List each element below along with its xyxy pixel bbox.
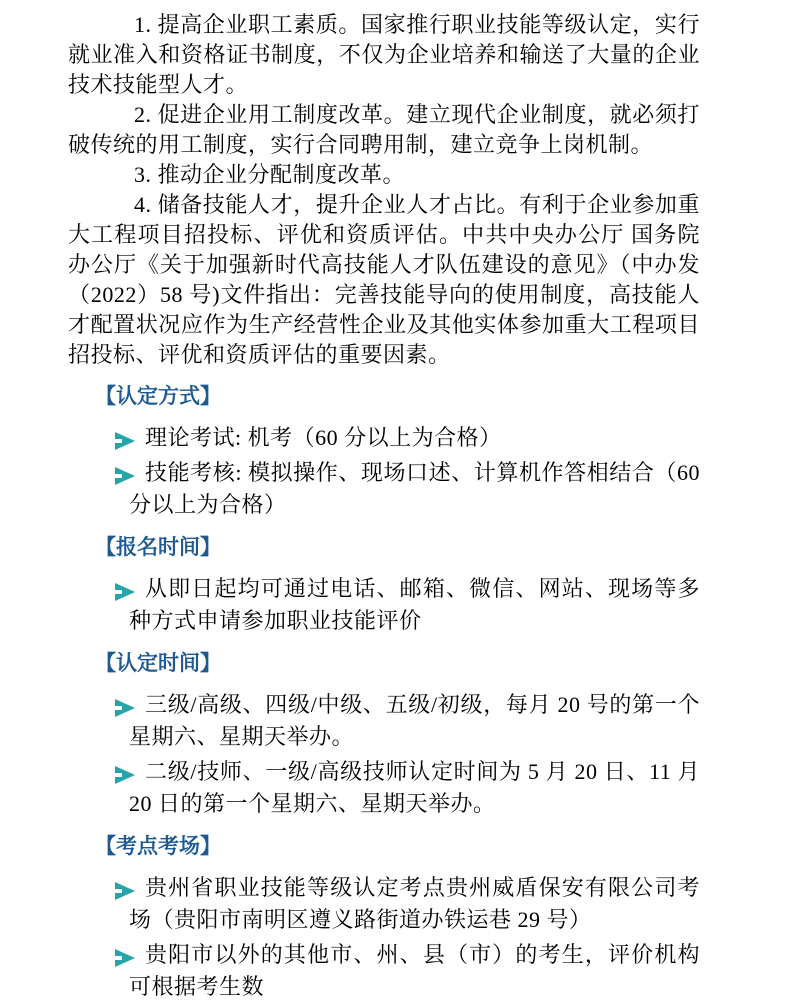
paragraph-1: 1. 提高企业职工素质。国家推行职业技能等级认定，实行就业准入和资格证书制度，不仅为企业培养和输送了大量的企业技术技能型人才。 bbox=[68, 12, 700, 97]
list-item bbox=[95, 573, 700, 637]
paragraph-4: 4. 储备技能人才，提升企业人才占比。有利于企业参加重大工程项目招投标、评优和资质评估。中共中央办公厅 国务院办公厅《关于加强新时代高技能人才队伍建设的意见》（中办发（2022）58 号)文件指出：完善技能导向的使用制度，高技能人才配置状况应作为生产经营性企业及其他实体参加重大工程项目招投标、评优和资质评估的重要因素。 bbox=[68, 192, 700, 367]
section-title: 【认定方式】 bbox=[95, 385, 221, 408]
paragraph-2: 2. 促进企业用工制度改革。建立现代企业制度，就必须打破传统的用工制度，实行合同聘用制，建立竞争上岗机制。 bbox=[68, 102, 700, 157]
list-item bbox=[95, 756, 700, 820]
list-item bbox=[95, 422, 700, 454]
bullet-list bbox=[95, 422, 700, 521]
bullet-text: 理论考试: 机考（60 分以上为合格） bbox=[145, 425, 502, 450]
bullet-text: 贵州省职业技能等级认定考点贵州威盾保安有限公司考场（贵阳市南明区遵义路街道办铁运巷 29 号） bbox=[129, 875, 700, 932]
list-item bbox=[95, 689, 700, 753]
list-item bbox=[95, 939, 700, 1003]
bullet-arrow-icon bbox=[97, 579, 121, 599]
bullet-text: 从即日起均可通过电话、邮箱、微信、网站、现场等多种方式申请参加职业技能评价 bbox=[129, 576, 700, 633]
list-item bbox=[95, 457, 700, 521]
intro-paragraphs bbox=[68, 10, 700, 370]
bullet-list bbox=[95, 689, 700, 820]
bullet-arrow-icon bbox=[97, 695, 121, 715]
section-title: 【考点考场】 bbox=[95, 835, 221, 858]
bullet-text: 技能考核: 模拟操作、现场口述、计算机作答相结合（60 分以上为合格） bbox=[129, 460, 700, 517]
section-title: 【报名时间】 bbox=[95, 536, 221, 559]
bullet-list bbox=[95, 573, 700, 637]
section-certification-time bbox=[95, 651, 700, 820]
bullet-arrow-icon bbox=[97, 945, 121, 965]
section-registration-time bbox=[95, 535, 700, 637]
section-exam-venue bbox=[95, 834, 700, 1003]
paragraph-3: 3. 推动企业分配制度改革。 bbox=[134, 162, 406, 187]
list-item bbox=[95, 872, 700, 936]
bullet-arrow-icon bbox=[97, 428, 121, 448]
bullet-arrow-icon bbox=[97, 878, 121, 898]
bullet-arrow-icon bbox=[97, 762, 121, 782]
bullet-arrow-icon bbox=[97, 463, 121, 483]
bullet-text: 三级/高级、四级/中级、五级/初级，每月 20 号的第一个星期六、星期天举办。 bbox=[129, 692, 700, 749]
bullet-text: 贵阳市以外的其他市、州、县（市）的考生，评价机构可根据考生数 bbox=[129, 942, 700, 999]
section-title: 【认定时间】 bbox=[95, 652, 221, 675]
bullet-text: 二级/技师、一级/高级技师认定时间为 5 月 20 日、11 月 20 日的第一个星期六、星期天举办。 bbox=[129, 759, 700, 816]
section-certification-method bbox=[95, 384, 700, 521]
bullet-list bbox=[95, 872, 700, 1003]
